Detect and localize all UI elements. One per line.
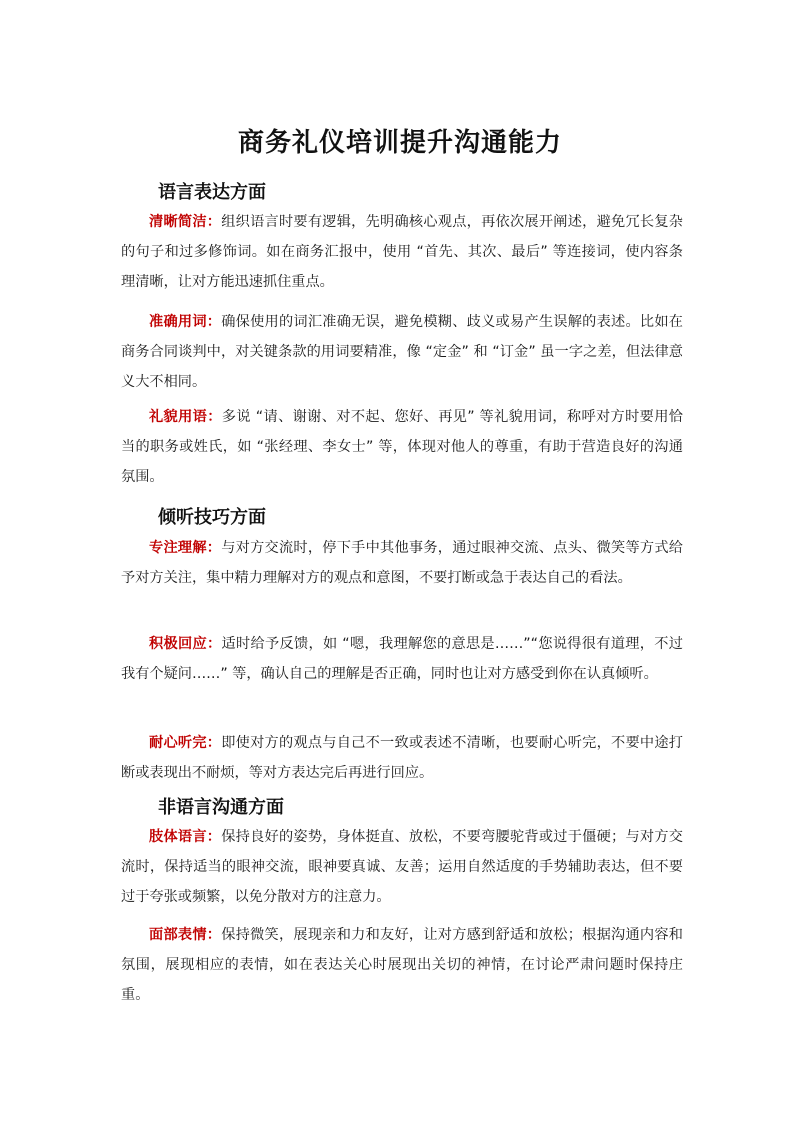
section-heading-nonverbal: 非语言沟通方面 — [158, 797, 284, 818]
term-separator: ： — [206, 314, 222, 330]
term-label: 耐心听完 — [149, 735, 207, 751]
paragraph-facial-expression — [121, 920, 683, 1010]
paragraph-text: 与对方交流时，停下手中其他事务，通过眼神交流、点头、微笑等方式给予对方关注，集中精力理解对方的观点和意图，不要打断或急于表达自己的看法。 — [121, 540, 683, 586]
term-separator: ： — [206, 735, 222, 751]
paragraph-polite-language — [121, 402, 683, 492]
section-heading-listening: 倾听技巧方面 — [158, 507, 266, 528]
paragraph-text: 即使对方的观点与自己不一致或表述不清晰，也要耐心听完，不要中途打断或表现出不耐烦，等对方表达完后再进行回应。 — [121, 735, 683, 781]
paragraph-text: 组织语言时要有逻辑，先明确核心观点，再依次展开阐述，避免冗长复杂的句子和过多修饰词。如在商务汇报中，使用 “首先、其次、最后” 等连接词，使内容条理清晰，让对方能迅速抓住重点。 — [121, 214, 683, 290]
paragraph-text: 确保使用的词汇准确无误，避免模糊、歧义或易产生误解的表述。比如在商务合同谈判中，对关键条款的用词要精准，像 “定金” 和 “订金” 虽一字之差，但法律意义大不相同。 — [121, 314, 683, 390]
paragraph-focused-understanding — [121, 533, 683, 593]
term-separator: ： — [207, 409, 222, 425]
paragraph-text: 保持良好的姿势，身体挺直、放松，不要弯腰驼背或过于僵硬；与对方交流时，保持适当的眼神交流，眼神要真诚、友善；运用自然适度的手势辅助表达，但不要过于夸张或频繁，以免分散对方的注意力。 — [121, 829, 683, 905]
term-separator: ： — [206, 927, 222, 943]
paragraph-text: 适时给予反馈，如 “嗯，我理解您的意思是……”“您说得很有道理，不过我有个疑问……” 等，确认自己的理解是否正确，同时也让对方感受到你在认真倾听。 — [121, 636, 683, 682]
term-label: 专注理解 — [149, 540, 207, 556]
term-separator: ： — [206, 540, 222, 556]
document-title: 商务礼仪培训提升沟通能力 — [237, 128, 562, 158]
term-label: 清晰简洁 — [149, 214, 207, 230]
paragraph-text: 多说 “请、谢谢、对不起、您好、再见” 等礼貌用词，称呼对方时要用恰当的职务或姓氏，如 “张经理、李女士” 等，体现对他人的尊重，有助于营造良好的沟通氛围。 — [121, 409, 683, 485]
paragraph-clear-concise — [121, 207, 683, 297]
paragraph-body-language — [121, 822, 683, 912]
term-label: 面部表情 — [149, 927, 207, 943]
section-heading-language: 语言表达方面 — [158, 182, 266, 203]
term-separator: ： — [206, 829, 222, 845]
term-label: 积极回应 — [149, 636, 207, 652]
term-separator: ： — [206, 214, 222, 230]
term-label: 肢体语言 — [149, 829, 207, 845]
paragraph-accurate-wording — [121, 307, 683, 397]
term-label: 准确用词 — [149, 314, 207, 330]
paragraph-active-response — [121, 629, 683, 689]
term-separator: ： — [207, 636, 222, 652]
term-label: 礼貌用语 — [149, 409, 208, 425]
paragraph-text: 保持微笑，展现亲和力和友好，让对方感到舒适和放松；根据沟通内容和氛围，展现相应的表情，如在表达关心时展现出关切的神情，在讨论严肃问题时保持庄重。 — [121, 927, 683, 1003]
paragraph-patient-listening — [121, 728, 683, 788]
